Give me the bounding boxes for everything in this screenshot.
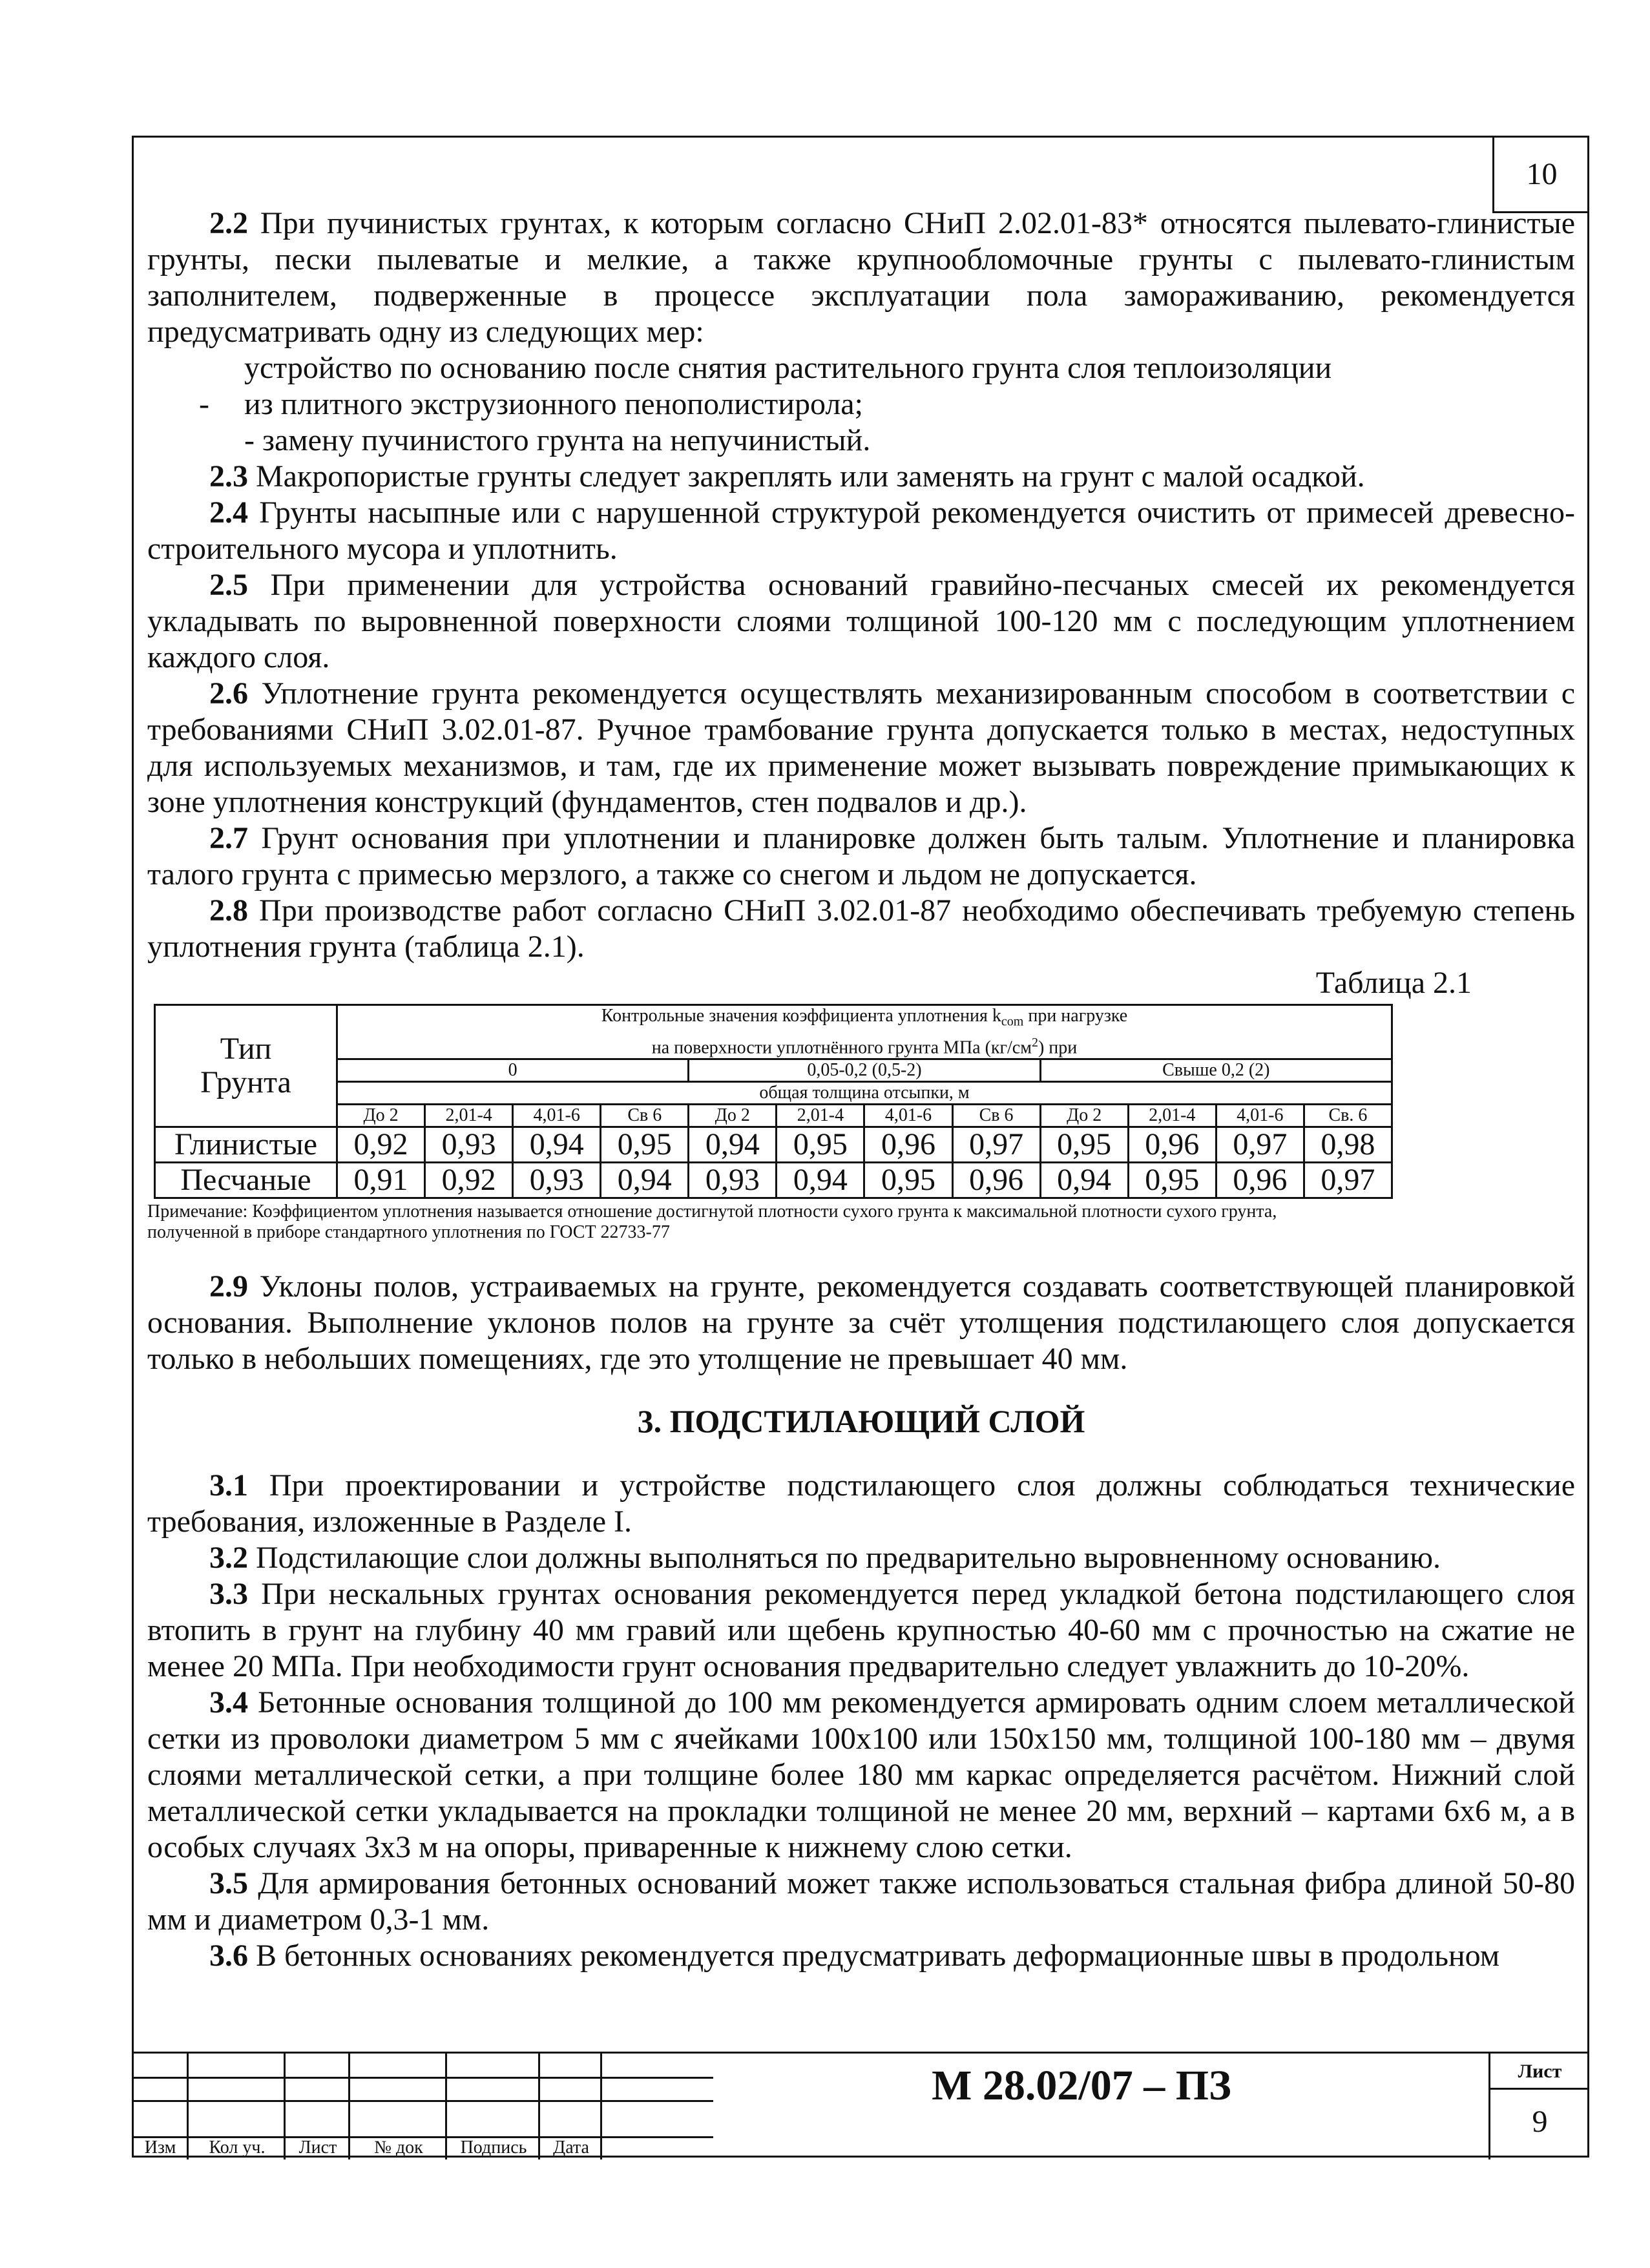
paragraph-2-8: 2.8 При производстве работ согласно СНиП 3.02.01-87 необходимо обеспечивать требуемую степень уплотнения грунта (таблица 2.1). bbox=[147, 893, 1575, 964]
page-number: 10 bbox=[1492, 136, 1589, 213]
table-row bbox=[155, 1162, 1392, 1198]
paragraph-2-7: 2.7 Грунт основания при уплотнении и планировке должен быть талым. Уплотнение и планировка талого грунта с примесью мерзлого, а также со снегом и льдом не допускается. bbox=[147, 821, 1575, 891]
table-cell: 0,95 bbox=[1040, 1127, 1128, 1162]
table-cell: 0,94 bbox=[513, 1127, 601, 1162]
table-cell: 0,96 bbox=[864, 1127, 952, 1162]
list-item: -устройство по основанию после снятия растительного грунта слоя теплоизоляции из плитного экструзионного пенополистирола; bbox=[199, 351, 1332, 421]
table-cell: 0,92 bbox=[337, 1127, 425, 1162]
thickness-col: До 2 bbox=[689, 1104, 777, 1127]
table-cell: 0,94 bbox=[1040, 1162, 1128, 1198]
label-kol-uch: Кол уч. bbox=[209, 2138, 266, 2158]
table-cell: 0,98 bbox=[1304, 1127, 1392, 1162]
table-cell: 0,95 bbox=[777, 1127, 864, 1162]
table-cell: 0,91 bbox=[337, 1162, 425, 1198]
table-cell: 0,92 bbox=[425, 1162, 513, 1198]
table-row bbox=[155, 1127, 1392, 1162]
paragraph-3-3: 3.3 При нескальных грунтах основания рекомендуется перед укладкой бетона подстилающего слоя втопить в грунт на глубину 40 мм гравий или щебень крупностью 40-60 мм с прочностью на сжатие не менее 20 МПа. При необходимости грунт основания предварительно следует увлажнить до 10-20%. bbox=[147, 1576, 1575, 1683]
table-cell: 0,93 bbox=[689, 1162, 777, 1198]
table-cell: 0,97 bbox=[1304, 1162, 1392, 1198]
soil-name: Глинистые bbox=[155, 1127, 337, 1162]
table-cell: 0,94 bbox=[689, 1127, 777, 1162]
sheet-label: Лист bbox=[1490, 2054, 1589, 2090]
thickness-col: 2,01-4 bbox=[425, 1104, 513, 1127]
table-header-main: Контрольные значения коэффициента уплотнения $k_{com}$ при нагрузке на поверхности уплотнённого грунта МПа $(кг/см^2)$ при bbox=[337, 1005, 1392, 1059]
label-doc-num: № док bbox=[374, 2138, 423, 2158]
paragraph-2-9: 2.9 Уклоны полов, устраиваемых на грунте, рекомендуется создавать соответствующей планировкой основания. Выполнение уклонов полов на грунте за счёт утолщения подстилающего слоя допускается только в небольших помещениях, где это утолщение не превышает 40 мм. bbox=[147, 1269, 1575, 1376]
thickness-col: 4,01-6 bbox=[1216, 1104, 1304, 1127]
table-cell: 0,97 bbox=[1216, 1127, 1304, 1162]
thickness-col: Св 6 bbox=[952, 1104, 1040, 1127]
table-cell: 0,96 bbox=[1216, 1162, 1304, 1198]
table-cell: 0,94 bbox=[777, 1162, 864, 1198]
paragraph-3-1: 3.1 При проектировании и устройстве подстилающего слоя должны соблюдаться технические требования, изложенные в Разделе I. bbox=[147, 1468, 1575, 1539]
table-cell: 0,93 bbox=[425, 1127, 513, 1162]
sheet-box bbox=[1488, 2054, 1589, 2159]
label-date: Дата bbox=[553, 2138, 589, 2158]
sheet-number: 9 bbox=[1532, 2105, 1548, 2139]
paragraph-2-3: 2.3 Макропористые грунты следует закреплять или заменять на грунт с малой осадкой. bbox=[209, 459, 1365, 494]
paragraph-2-6: 2.6 Уплотнение грунта рекомендуется осуществлять механизированным способом в соответствии с требованиями СНиП 3.02.01-87. Ручное трамбование грунта допускается только в местах, недоступных для используемых механизмов, и там, где их применение может вызывать повреждение примыкающих к зоне уплотнения конструкций (фундаментов, стен подвалов и др.). bbox=[147, 676, 1575, 819]
table-cell: 0,93 bbox=[513, 1162, 601, 1198]
thickness-col: Св. 6 bbox=[1304, 1104, 1392, 1127]
load-group-2: Свыше 0,2 (2) bbox=[1040, 1059, 1392, 1081]
table-cell: 0,97 bbox=[952, 1127, 1040, 1162]
label-signature: Подпись bbox=[460, 2138, 527, 2158]
thickness-col: 4,01-6 bbox=[864, 1104, 952, 1127]
label-list: Лист bbox=[298, 2138, 337, 2158]
paragraph-3-6: 3.6 В бетонных основаниях рекомендуется предусматривать деформационные швы в продольном bbox=[209, 1938, 1500, 1973]
thickness-col: До 2 bbox=[1040, 1104, 1128, 1127]
section-heading: 3. ПОДСТИЛАЮЩИЙ СЛОЙ bbox=[637, 1402, 1085, 1439]
table-caption: Таблица 2.1 bbox=[1315, 966, 1472, 1000]
table-cell: 0,96 bbox=[952, 1162, 1040, 1198]
soil-name: Песчаные bbox=[155, 1162, 337, 1198]
document-body bbox=[147, 205, 1575, 1974]
load-group-1: 0,05-0,2 (0,5-2) bbox=[689, 1059, 1040, 1081]
title-block bbox=[132, 2052, 1589, 2158]
table-note: Примечание: Коэффициентом уплотнения называется отношение достигнутой плотности сухого грунта к максимальной плотности сухого грунта, полученной в приборе стандартного уплотнения по ГОСТ 22733-77 bbox=[147, 1201, 1277, 1242]
thickness-col: Св 6 bbox=[601, 1104, 689, 1127]
thickness-col: До 2 bbox=[337, 1104, 425, 1127]
paragraph-2-2: 2.2 При пучинистых грунтах, к которым согласно СНиП 2.02.01-83* относятся пылевато-глинистые грунты, пески пылеватые и мелкие, а также крупнообломочные грунты с пылевато-глинистым заполнителем, подверженные в процессе эксплуатации пола замораживанию, рекомендуется предусматривать одну из следующих мер: bbox=[147, 206, 1575, 349]
table-cell: 0,95 bbox=[864, 1162, 952, 1198]
paragraph-3-2: 3.2 Подстилающие слои должны выполняться по предварительно выровненному основанию. bbox=[209, 1540, 1441, 1575]
list-item: - замену пучинистого грунта на непучинистый. bbox=[244, 423, 871, 457]
table-cell: 0,94 bbox=[601, 1162, 689, 1198]
thickness-col: 2,01-4 bbox=[1128, 1104, 1216, 1127]
paragraph-2-4: 2.4 Грунты насыпные или с нарушенной структурой рекомендуется очистить от примесей древесно-строительного мусора и уплотнить. bbox=[147, 495, 1575, 566]
compaction-table bbox=[154, 1004, 1393, 1199]
thickness-col: 2,01-4 bbox=[777, 1104, 864, 1127]
table-header-type: Тип Грунта bbox=[155, 1005, 337, 1127]
document-code: М 28.02/07 – ПЗ bbox=[932, 2062, 1231, 2109]
load-group-0: 0 bbox=[337, 1059, 689, 1081]
thickness-label: общая толщина отсыпки, м bbox=[337, 1081, 1392, 1104]
label-izm: Изм bbox=[144, 2138, 176, 2158]
table-cell: 0,96 bbox=[1128, 1127, 1216, 1162]
paragraph-3-4: 3.4 Бетонные основания толщиной до 100 мм рекомендуется армировать одним слоем металлической сетки из проволоки диаметром 5 мм с ячейками 100х100 или 150х150 мм, толщиной 100-180 мм – двумя слоями металлической сетки, а при толщине более 180 мм каркас определяется расчётом. Нижний слой металлической сетки укладывается на прокладки толщиной не менее 20 мм, верхний – картами 6х6 м, а в особых случаях 3х3 м на опоры, приваренные к нижнему слою сетки. bbox=[147, 1685, 1575, 1864]
paragraph-3-5: 3.5 Для армирования бетонных оснований может также использоваться стальная фибра длиной 50-80 мм и диаметром 0,3-1 мм. bbox=[147, 1866, 1575, 1937]
title-block-grid bbox=[132, 2054, 713, 2159]
table-cell: 0,95 bbox=[601, 1127, 689, 1162]
paragraph-2-5: 2.5 При применении для устройства оснований гравийно-песчаных смесей их рекомендуется укладывать по выровненной поверхности слоями толщиной 100-120 мм с последующим уплотнением каждого слоя. bbox=[147, 568, 1575, 674]
thickness-col: 4,01-6 bbox=[513, 1104, 601, 1127]
table-cell: 0,95 bbox=[1128, 1162, 1216, 1198]
